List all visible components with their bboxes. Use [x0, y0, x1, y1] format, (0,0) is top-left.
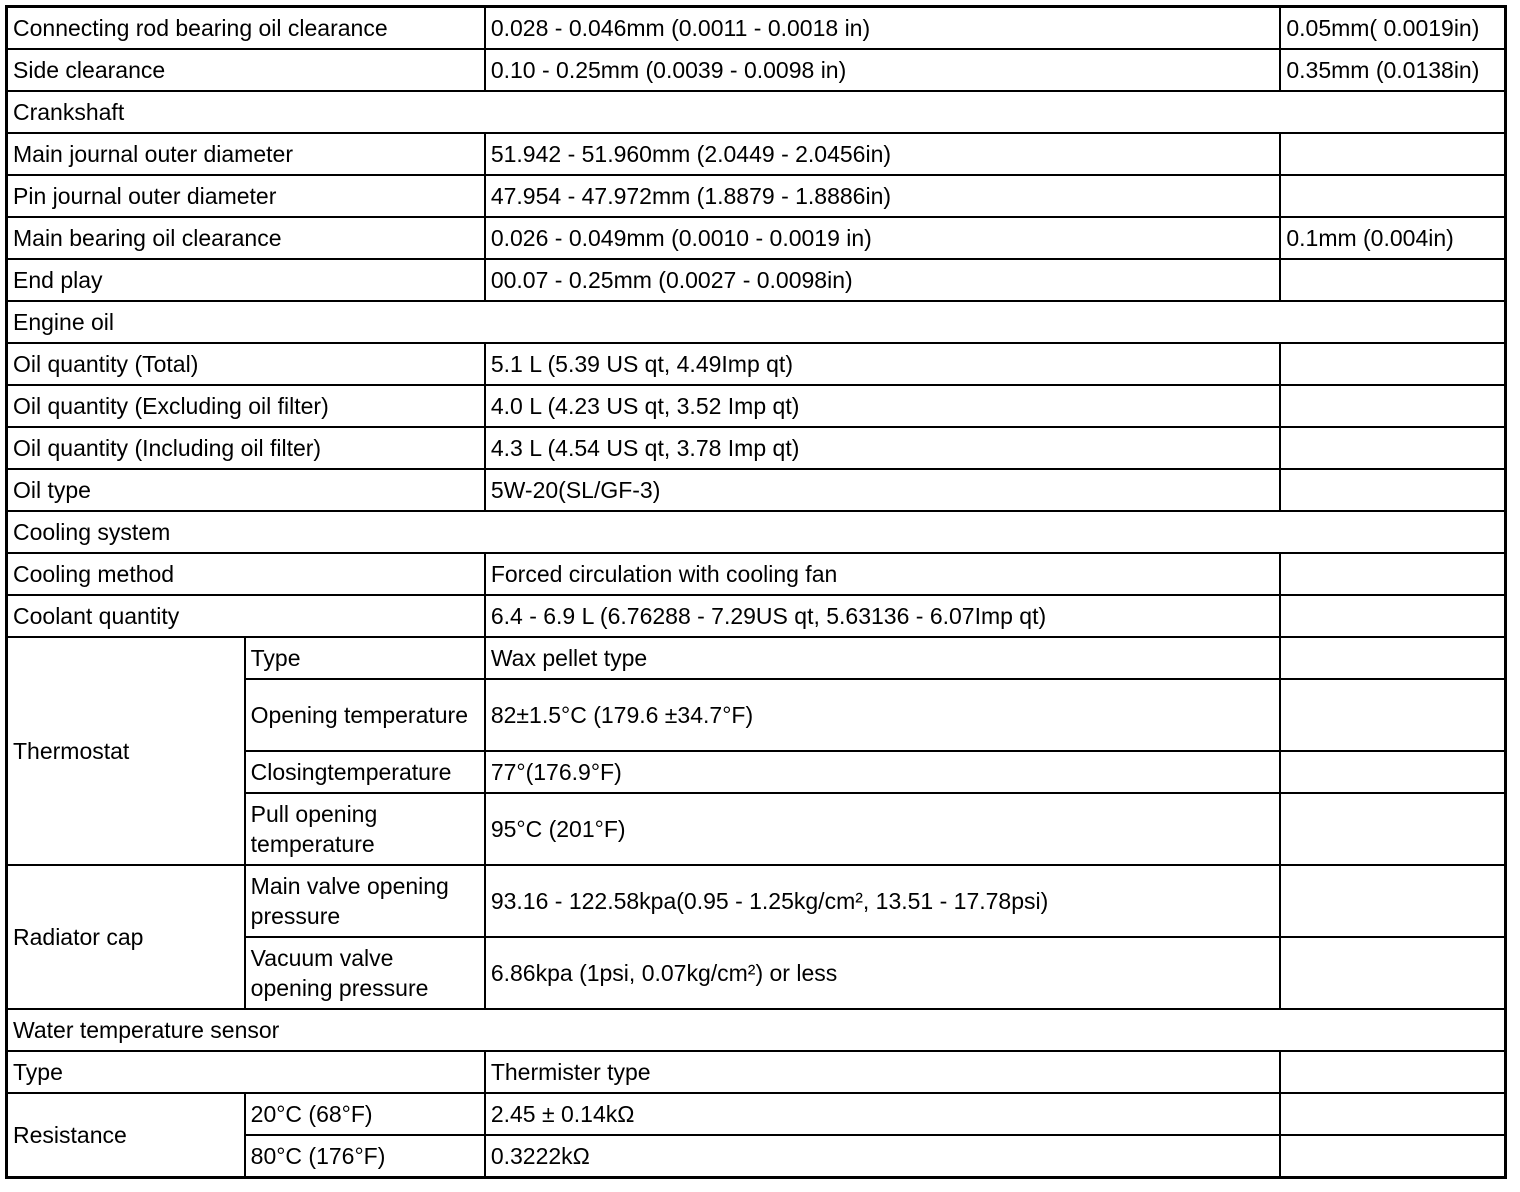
spec-value: Wax pellet type [485, 637, 1281, 679]
table-row [7, 637, 1506, 679]
spec-sublabel: Main valve opening pressure [245, 865, 485, 937]
spec-limit: 0.35mm (0.0138in) [1280, 49, 1505, 91]
spec-value: 5.1 L (5.39 US qt, 4.49Imp qt) [485, 343, 1281, 385]
spec-sublabel: Pull opening temperature [245, 793, 485, 865]
spec-value: Forced circulation with cooling fan [485, 553, 1281, 595]
spec-label: Connecting rod bearing oil clearance [7, 7, 485, 50]
section-header: Cooling system [7, 511, 1506, 553]
spec-limit [1280, 469, 1505, 511]
spec-value: 5W-20(SL/GF-3) [485, 469, 1281, 511]
spec-value: 51.942 - 51.960mm (2.0449 - 2.0456in) [485, 133, 1281, 175]
table-row [7, 133, 1506, 175]
spec-limit [1280, 427, 1505, 469]
group-label: Resistance [7, 1093, 245, 1178]
table-row [7, 865, 1506, 937]
spec-value: 0.10 - 0.25mm (0.0039 - 0.0098 in) [485, 49, 1281, 91]
spec-limit [1280, 133, 1505, 175]
spec-label: Main journal outer diameter [7, 133, 485, 175]
section-header-row [7, 301, 1506, 343]
spec-limit [1280, 1135, 1505, 1178]
spec-label: Pin journal outer diameter [7, 175, 485, 217]
section-header: Water temperature sensor [7, 1009, 1506, 1051]
spec-label: Main bearing oil clearance [7, 217, 485, 259]
spec-value: 2.45 ± 0.14kΩ [485, 1093, 1281, 1135]
spec-label: Side clearance [7, 49, 485, 91]
spec-value: 93.16 - 122.58kpa(0.95 - 1.25kg/cm², 13.51 - 17.78psi) [485, 865, 1281, 937]
spec-limit [1280, 175, 1505, 217]
spec-sublabel: 20°C (68°F) [245, 1093, 485, 1135]
table-row [7, 1093, 1506, 1135]
table-row [7, 553, 1506, 595]
table-row [7, 427, 1506, 469]
section-header-row [7, 91, 1506, 133]
spec-sublabel: Type [245, 637, 485, 679]
spec-value: 95°C (201°F) [485, 793, 1281, 865]
spec-value: 0.026 - 0.049mm (0.0010 - 0.0019 in) [485, 217, 1281, 259]
spec-limit [1280, 865, 1505, 937]
section-header: Engine oil [7, 301, 1506, 343]
spec-limit [1280, 793, 1505, 865]
section-header-row [7, 1009, 1506, 1051]
spec-label: Cooling method [7, 553, 485, 595]
table-row [7, 469, 1506, 511]
spec-label: Oil type [7, 469, 485, 511]
spec-value: 6.4 - 6.9 L (6.76288 - 7.29US qt, 5.63136 - 6.07Imp qt) [485, 595, 1281, 637]
spec-label: Type [7, 1051, 485, 1093]
table-row [7, 217, 1506, 259]
spec-limit: 0.1mm (0.004in) [1280, 217, 1505, 259]
spec-sublabel: Closingtemperature [245, 751, 485, 793]
spec-value: 0.028 - 0.046mm (0.0011 - 0.0018 in) [485, 7, 1281, 50]
spec-limit [1280, 751, 1505, 793]
group-label: Radiator cap [7, 865, 245, 1009]
spec-limit [1280, 343, 1505, 385]
spec-limit [1280, 595, 1505, 637]
spec-sublabel: Vacuum valve opening pressure [245, 937, 485, 1009]
spec-limit [1280, 937, 1505, 1009]
table-row [7, 1051, 1506, 1093]
table-row [7, 49, 1506, 91]
table-row [7, 595, 1506, 637]
section-header-row [7, 511, 1506, 553]
spec-value: 4.3 L (4.54 US qt, 3.78 Imp qt) [485, 427, 1281, 469]
spec-label: Coolant quantity [7, 595, 485, 637]
section-header: Crankshaft [7, 91, 1506, 133]
spec-limit [1280, 385, 1505, 427]
spec-label: Oil quantity (Total) [7, 343, 485, 385]
spec-value: 47.954 - 47.972mm (1.8879 - 1.8886in) [485, 175, 1281, 217]
spec-limit [1280, 1093, 1505, 1135]
spec-value: Thermister type [485, 1051, 1281, 1093]
spec-label: Oil quantity (Including oil filter) [7, 427, 485, 469]
spec-limit [1280, 1051, 1505, 1093]
specification-table [5, 5, 1507, 1179]
spec-limit [1280, 679, 1505, 751]
spec-limit [1280, 553, 1505, 595]
table-row [7, 385, 1506, 427]
spec-limit [1280, 259, 1505, 301]
group-label: Thermostat [7, 637, 245, 865]
spec-limit [1280, 637, 1505, 679]
table-row [7, 259, 1506, 301]
table-row [7, 175, 1506, 217]
spec-value: 6.86kpa (1psi, 0.07kg/cm²) or less [485, 937, 1281, 1009]
spec-value: 4.0 L (4.23 US qt, 3.52 Imp qt) [485, 385, 1281, 427]
spec-label: Oil quantity (Excluding oil filter) [7, 385, 485, 427]
spec-sublabel: 80°C (176°F) [245, 1135, 485, 1178]
spec-value: 77°(176.9°F) [485, 751, 1281, 793]
spec-label: End play [7, 259, 485, 301]
table-row [7, 7, 1506, 50]
spec-sublabel: Opening temperature [245, 679, 485, 751]
spec-value: 82±1.5°C (179.6 ±34.7°F) [485, 679, 1281, 751]
spec-value: 0.3222kΩ [485, 1135, 1281, 1178]
spec-limit: 0.05mm( 0.0019in) [1280, 7, 1505, 50]
table-row [7, 343, 1506, 385]
spec-value: 00.07 - 0.25mm (0.0027 - 0.0098in) [485, 259, 1281, 301]
